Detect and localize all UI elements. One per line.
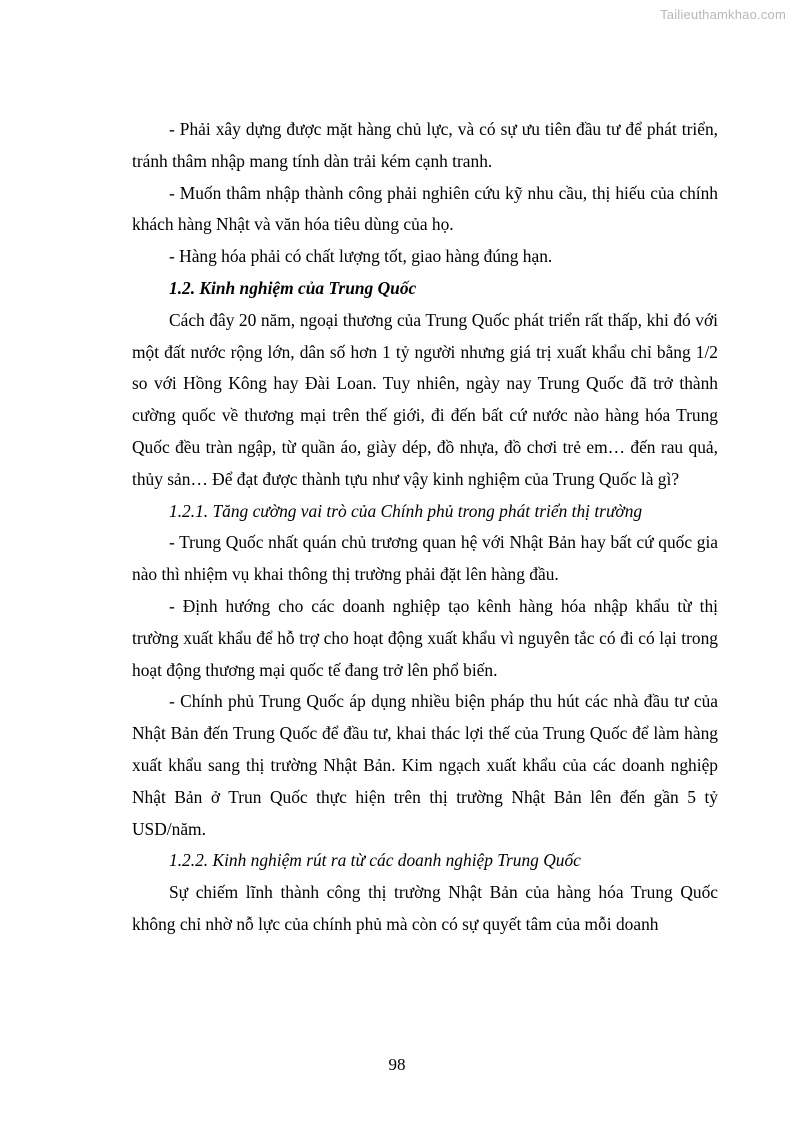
document-body	[132, 114, 718, 941]
page-number: 98	[388, 1055, 406, 1074]
subsection-heading-government-role: 1.2.1. Tăng cường vai trò của Chính phủ trong phát triển thị trường	[169, 500, 643, 521]
paragraph-bullet-research: - Muốn thâm nhập thành công phải nghiên cứu kỹ nhu cầu, thị hiếu của chính khách hàng Nhật và văn hóa tiêu dùng của họ.	[132, 182, 718, 235]
paragraph-china-overview: Cách đây 20 năm, ngoại thương của Trung Quốc phát triển rất thấp, khi đó với một đất nước rộng lớn, dân số hơn 1 tỷ người nhưng giá trị xuất khẩu chỉ bằng 1/2 so với Hồng Kông hay Đài Loan. Tuy nhiên, ngày nay Trung Quốc đã trở thành cường quốc về thương mại trên thế giới, đi đến bất cứ nước nào hàng hóa Trung Quốc đều tràn ngập, từ quần áo, giày dép, đồ nhựa, đồ chơi trẻ em… đến rau quả, thủy sản… Để đạt được thành tựu như vậy kinh nghiệm của Trung Quốc là gì?	[132, 309, 718, 489]
paragraph-bullet-market-opening: - Trung Quốc nhất quán chủ trương quan hệ với Nhật Bản hay bất cứ quốc gia nào thì nhiệm vụ khai thông thị trường phải đặt lên hàng đầu.	[132, 532, 718, 585]
paragraph-bullet-investment: - Chính phủ Trung Quốc áp dụng nhiều biện pháp thu hút các nhà đầu tư của Nhật Bản đến Trung Quốc để đầu tư, khai thác lợi thế của Trung Quốc để làm hàng xuất khẩu sang thị trường Nhật Bản. Kim ngạch xuất khẩu của các doanh nghiệp Nhật Bản ở Trun Quốc thực hiện trên thị trường Nhật Bản lên đến gần 5 tỷ USD/năm.	[132, 691, 718, 839]
paragraph-bullet-import-channels: - Định hướng cho các doanh nghiệp tạo kênh hàng hóa nhập khẩu từ thị trường xuất khẩu để hỗ trợ cho hoạt động xuất khẩu vì nguyên tắc có đi có lại trong hoạt động thương mại quốc tế đang trở lên phổ biến.	[132, 595, 718, 680]
watermark-text: Tailieuthamkhao.com	[660, 7, 786, 22]
section-heading-china-experience: 1.2. Kinh nghiệm của Trung Quốc	[169, 277, 417, 298]
paragraph-market-success: Sự chiếm lĩnh thành công thị trường Nhật Bản của hàng hóa Trung Quốc không chỉ nhờ nỗ lực của chính phủ mà còn có sự quyết tâm của mỗi doanh	[132, 882, 718, 934]
subsection-heading-enterprise-lessons: 1.2.2. Kinh nghiệm rút ra từ các doanh nghiệp Trung Quốc	[169, 850, 581, 871]
paragraph-bullet-priority: - Phải xây dựng được mặt hàng chủ lực, và có sự ưu tiên đầu tư để phát triển, tránh thâm nhập mang tính dàn trải kém cạnh tranh.	[132, 119, 718, 171]
paragraph-bullet-quality: - Hàng hóa phải có chất lượng tốt, giao hàng đúng hạn.	[169, 246, 553, 267]
